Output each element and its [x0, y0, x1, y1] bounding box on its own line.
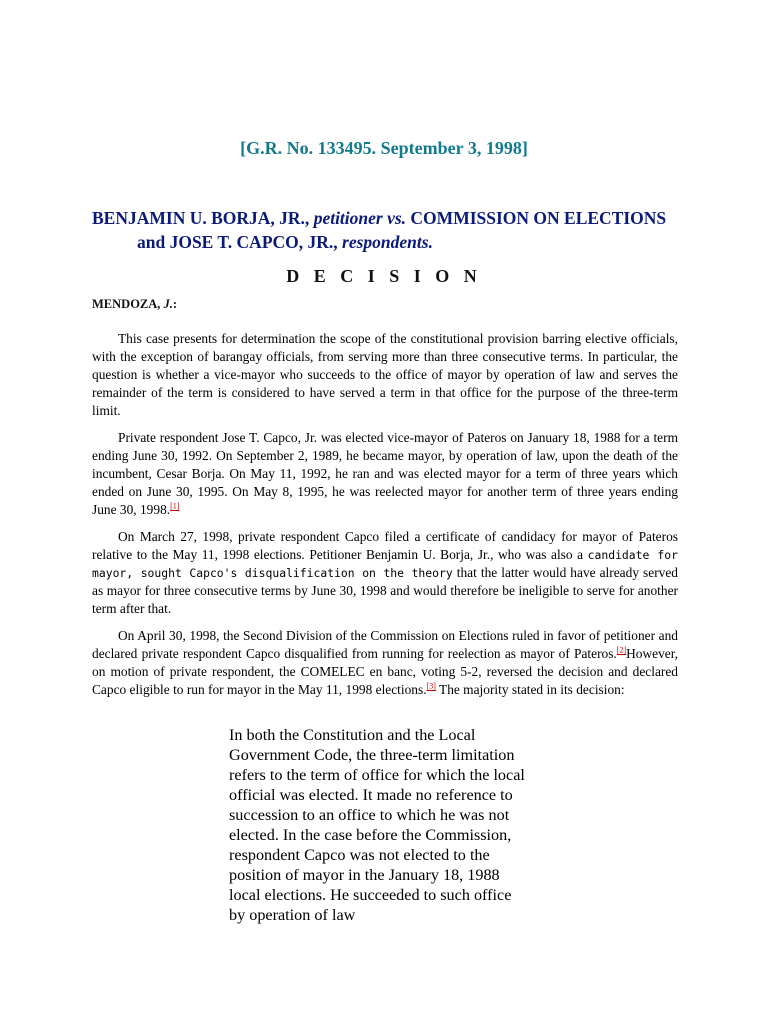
paragraph-4-text-a: On April 30, 1998, the Second Division of the Commission on Elections ruled in favor of petitioner and declared private respondent Capco disqualified from running for reelection as mayor of Pateros.: [92, 628, 678, 661]
paragraph-4-text-c: The majority stated in its decision:: [435, 682, 625, 697]
paragraph-3: [92, 528, 678, 618]
paragraph-2: [92, 429, 678, 519]
ponente-colon: :: [172, 297, 178, 311]
paragraph-1: This case presents for determination the scope of the constitutional provision barring elective officials, with the exception of barangay officials, from serving more than three consecutive terms. In particular, the question is whether a vice-mayor who succeeds to the office of mayor by operation of law and serves the remainder of the term is considered to have served a term in that office for the purpose of the three-term limit.: [92, 331, 678, 418]
petitioner-name: BENJAMIN U. BORJA, JR.,: [92, 208, 310, 228]
decision-body: [92, 330, 678, 708]
case-number: [G.R. No. 133495. September 3, 1998]: [240, 138, 528, 158]
petitioner-role: petitioner vs.: [313, 208, 407, 228]
block-quote: In both the Constitution and the Local Government Code, the three-term limitation refers to the term of office for which the local official was elected. It made no reference to succession to an office to which he was not elected. In the case before the Commission, respondent Capco was not elected to the position of mayor in the January 18, 1988 local elections. He succeeded to such office by operation of law: [229, 726, 525, 924]
ponente: [92, 297, 177, 312]
respondent-role: respondents.: [342, 232, 433, 252]
paragraph-4: [92, 627, 678, 699]
decision-heading: D E C I S I O N: [286, 266, 482, 286]
parties-line-1: [92, 206, 692, 230]
respondent-name-2: and JOSE T. CAPCO, JR.,: [137, 232, 338, 252]
ponente-suffix: J.: [163, 297, 173, 311]
paragraph-4-text-b: However, on motion of private respondent, the COMELEC en banc, voting 5-2, reversed the decision and declared Capco eligible to run for mayor in the May 11, 1998 elections.: [92, 646, 678, 697]
respondent-name-1: COMMISSION ON ELECTIONS: [410, 208, 667, 228]
paragraph-3-text-a: On March 27, 1998, private respondent Capco filed a certificate of candidacy for mayor of Pateros relative to the May 11, 1998 elections. Petitioner Benjamin U. Borja, Jr., who was also a: [92, 529, 678, 562]
ponente-name: MENDOZA,: [92, 297, 161, 311]
footnote-link-3[interactable]: [3]: [426, 681, 436, 691]
paragraph-2-text: Private respondent Jose T. Capco, Jr. was elected vice-mayor of Pateros on January 18, 1988 for a term ending June 30, 1992. On September 2, 1989, he became mayor, by operation of law, upon the death of the incumbent, Cesar Borja. On May 11, 1992, he ran and was elected mayor for a term of three years which ended on June 30, 1995. On May 8, 1995, he was reelected mayor for another term of three years ending June 30, 1998.: [92, 430, 678, 517]
paragraph-3-text-b: that the latter would have already served as mayor for three consecutive terms by June 30, 1998 and would therefore be ineligible to serve for another term after that.: [92, 565, 678, 616]
parties-line-2: [92, 230, 692, 254]
case-parties: [92, 206, 692, 254]
footnote-link-1[interactable]: [1]: [170, 501, 180, 511]
footnote-link-2[interactable]: [2]: [616, 645, 627, 655]
paragraph-3-text-mono: candidate for mayor, sought Capco's disqualification on the theory: [92, 548, 679, 580]
